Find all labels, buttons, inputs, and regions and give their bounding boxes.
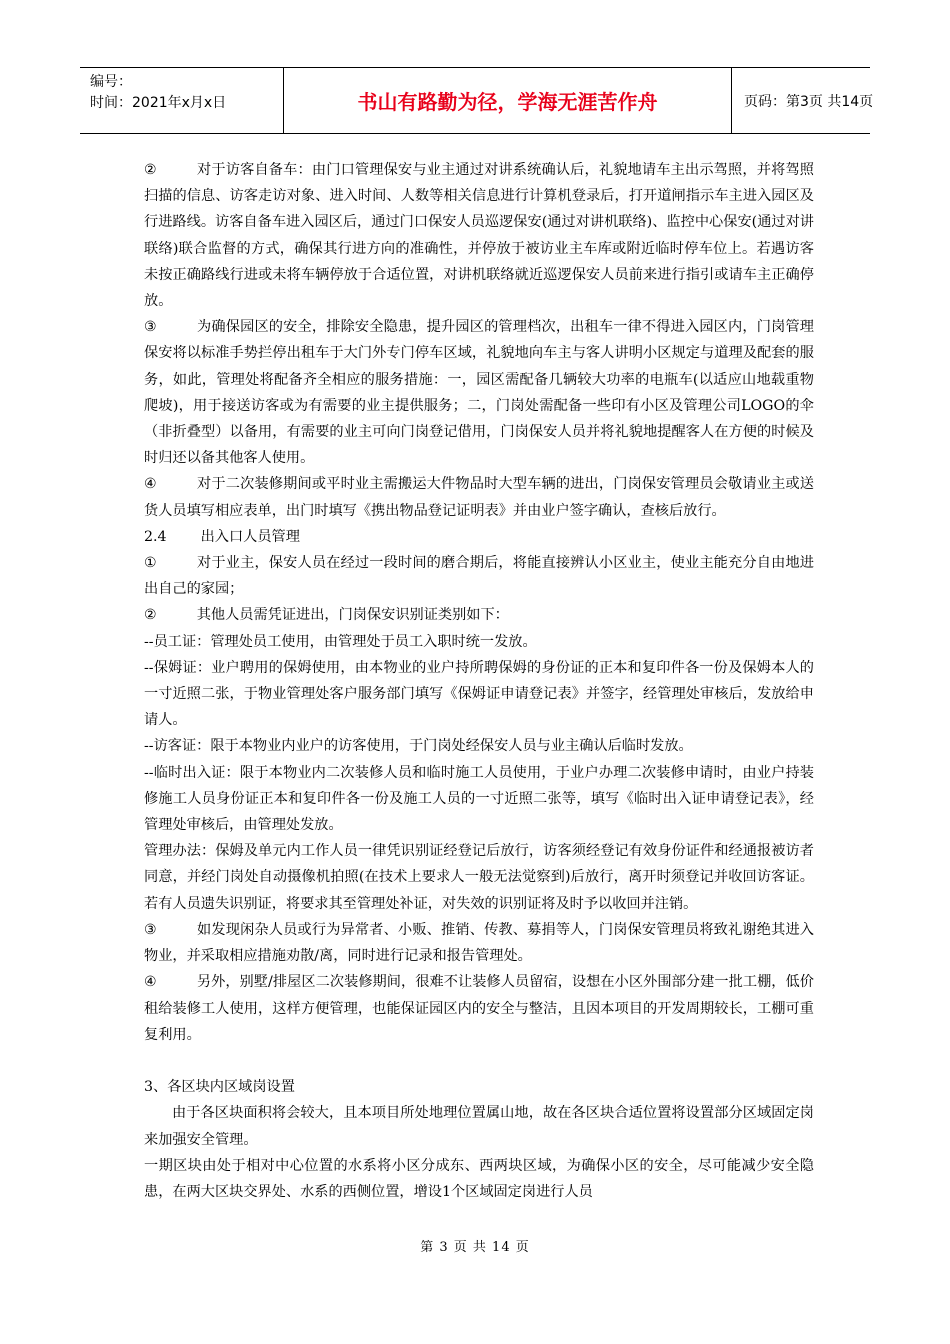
paragraph xyxy=(144,471,814,523)
page-footer: 第 3 页 共 14 页 xyxy=(420,1240,530,1255)
paragraph xyxy=(144,550,814,602)
list-marker: ③ xyxy=(144,921,157,938)
paragraph-text: 对于访客自备车：由门口管理保安与业主通过对讲系统确认后，礼貌地请车主出示驾照，并将驾照扫描的信息、访客走访对象、进入时间、人数等相关信息进行计算机登录后，打开道闸指示车主进入园区及行进路线。访客自备车进入园区后，通过门口保安人员巡逻保安(通过对讲机联络)、监控中心保安(通过对讲联络)联合监督的方式，确保其行进方向的准确性，并停放于被访业主车库或附近临时停车位上。若遇访客未按正确路线行进或未将车辆停放于合适位置，对讲机联络就近巡逻保安人员前来进行指引或请车主正确停放。 xyxy=(144,162,814,310)
paragraph-text: 对于二次装修期间或平时业主需搬运大件物品时大型车辆的进出，门岗保安管理员会敬请业主或送货人员填写相应表单，出门时填写《携出物品登记证明表》并由业户签字确认，查核后放行。 xyxy=(144,476,814,519)
section-heading xyxy=(144,524,814,550)
paragraph xyxy=(144,917,814,969)
document-date-label: 时间：2021年x月x日 xyxy=(90,95,227,111)
paragraph xyxy=(144,314,814,471)
paragraph-text: 其他人员需凭证进出，门岗保安识别证类别如下： xyxy=(196,607,509,624)
list-marker: ① xyxy=(144,555,157,572)
list-marker: ② xyxy=(144,162,157,178)
paragraph: --访客证：限于本物业内业户的访客使用，于门岗处经保安人员与业主确认后临时发放。 xyxy=(144,738,693,755)
paragraph: 由于各区块面积将会较大，且本项目所处地理位置属山地，故在各区块合适位置将设置部分区域固定岗来加强安全管理。 xyxy=(144,1105,814,1148)
paragraph xyxy=(144,969,814,1048)
paragraph xyxy=(144,602,814,628)
list-marker: ④ xyxy=(144,974,157,991)
header-motto: 书山有路勤为径，学海无涯苦作舟 xyxy=(284,68,732,133)
list-marker: ④ xyxy=(144,476,157,493)
paragraph: 管理办法：保姆及单元内工作人员一律凭识别证经登记后放行，访客须经登记有效身份证件和经通报被访者同意，并经门岗处自动摄像机拍照(在技术上要求人一般无法觉察到)后放行，离开时须登记并收回访客证。若有人员遗失识别证，将要求其至管理处补证，对失效的识别证将及时予以收回并注销。 xyxy=(144,843,814,912)
list-marker: ② xyxy=(144,607,157,624)
paragraph-text: 如发现闲杂人员或行为异常者、小贩、推销、传教、募捐等人，门岗保安管理员将致礼谢绝其进入物业，并采取相应措施劝散/离，同时进行记录和报告管理处。 xyxy=(144,921,814,965)
list-marker: ③ xyxy=(144,319,157,336)
document-number-label: 编号： xyxy=(90,74,132,90)
header-page-number: 页码：第3页 共14页 xyxy=(744,93,874,110)
header-info xyxy=(80,68,284,133)
paragraph xyxy=(144,157,814,314)
paragraph-text: 对于业主，保安人员在经过一段时间的磨合期后，将能直接辨认小区业主，使业主能充分自由地进出自己的家园； xyxy=(144,555,814,598)
section-title: 出入口人员管理 xyxy=(200,528,300,545)
paragraph-text: 另外，别墅/排屋区二次装修期间，很难不让装修人员留宿，设想在小区外围部分建一批工棚，低价租给装修工人使用，这样方便管理，也能保证园区内的安全与整洁，且因本项目的开发周期较长，工棚可重复利用。 xyxy=(144,974,814,1043)
paragraph-text: 为确保园区的安全，排除安全隐患，提升园区的管理档次，出租车一律不得进入园区内，门岗管理保安将以标准手势拦停出租车于大门外专门停车区域，礼貌地向车主与客人讲明小区规定与道理及配套的服务，如此，管理处将配备齐全相应的服务措施：一，园区需配备几辆较大功率的电瓶车(以适应山地载重物爬坡)，用于接送访客或为有需要的业主提供服务；二，门岗处需配备一些印有小区及管理公司LOGO的伞（非折叠型）以备用，有需要的业主可向门岗登记借用，门岗保安人员并将礼貌地提醒客人在方便的时候及时归还以备其他客人使用。 xyxy=(144,319,814,467)
page-header xyxy=(80,67,874,134)
paragraph: --员工证：管理处员工使用，由管理处于员工入职时统一发放。 xyxy=(144,633,537,650)
paragraph: --临时出入证：限于本物业内二次装修人员和临时施工人员使用，于业户办理二次装修申请时，由业户持装修施工人员身份证正本和复印件各一份及施工人员的一寸近照二张等，填写《临时出入证申请登记表》，经管理处审核后，由管理处发放。 xyxy=(144,764,814,834)
section-number: 2.4 xyxy=(144,528,167,545)
section-heading: 3、各区块内区域岗设置 xyxy=(144,1079,295,1096)
paragraph: --保姆证：业户聘用的保姆使用，由本物业的业户持所聘保姆的身份证的正本和复印件各一份及保姆本人的一寸近照二张，于物业管理处客户服务部门填写《保姆证申请登记表》并签字，经管理处审核后，发放给申请人。 xyxy=(144,659,814,729)
paragraph: 一期区块由处于相对中心位置的水系将小区分成东、西两块区域，为确保小区的安全，尽可能减少安全隐患，在两大区块交界处、水系的西侧位置，增设1个区域固定岗进行人员 xyxy=(144,1157,814,1200)
document-body xyxy=(144,157,814,1205)
